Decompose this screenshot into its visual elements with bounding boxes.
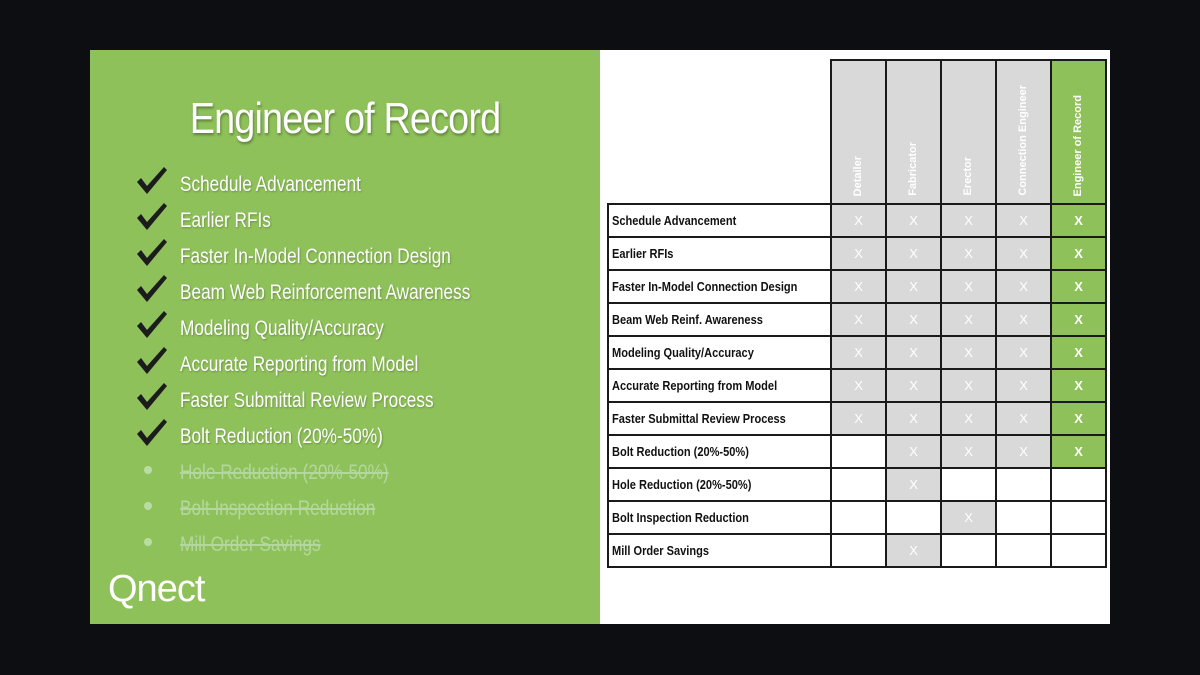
matrix-cell-empty <box>831 501 886 534</box>
row-label <box>608 204 831 237</box>
checklist-item <box>135 273 575 309</box>
matrix-cell-marked <box>996 270 1051 303</box>
x-mark: X <box>1074 378 1083 393</box>
x-mark: X <box>854 279 863 294</box>
matrix-cell-marked <box>1051 270 1106 303</box>
matrix-cell-marked <box>1051 237 1106 270</box>
matrix-header-row <box>608 60 1106 204</box>
x-mark: X <box>1019 246 1028 261</box>
checklist-item <box>135 309 575 345</box>
checklist-item <box>135 453 575 489</box>
x-mark: X <box>854 213 863 228</box>
checklist-item-label: Mill Order Savings <box>180 533 321 556</box>
row-label <box>608 435 831 468</box>
checklist-item <box>135 165 575 201</box>
x-mark: X <box>964 345 973 360</box>
matrix-cell-empty <box>996 501 1051 534</box>
row-label-text: Beam Web Reinf. Awareness <box>612 312 763 327</box>
checklist-item-label: Earlier RFIs <box>180 209 271 232</box>
column-header-label: Detailer <box>852 155 865 196</box>
checkmark-icon <box>135 201 169 233</box>
x-mark: X <box>964 279 973 294</box>
matrix-row <box>608 204 1106 237</box>
matrix-cell-marked <box>941 303 996 336</box>
x-mark: X <box>854 312 863 327</box>
x-mark: X <box>909 345 918 360</box>
matrix-cell-marked <box>831 270 886 303</box>
column-header-label: Connection Engineer <box>1017 85 1030 196</box>
matrix-cell-marked <box>1051 336 1106 369</box>
row-label-text: Hole Reduction (20%-50%) <box>612 477 752 492</box>
matrix-cell-marked <box>996 204 1051 237</box>
matrix-cell-marked <box>886 435 941 468</box>
row-label-text: Bolt Inspection Reduction <box>612 510 749 525</box>
row-label-text: Mill Order Savings <box>612 543 710 558</box>
matrix-cell-marked <box>941 402 996 435</box>
checklist-item-label: Schedule Advancement <box>180 173 361 196</box>
row-label <box>608 468 831 501</box>
x-mark: X <box>1019 279 1028 294</box>
matrix-row <box>608 369 1106 402</box>
checklist-item-label: Faster In-Model Connection Design <box>180 245 451 268</box>
column-header-engineer-of-record <box>1051 60 1106 204</box>
matrix-cell-marked <box>831 369 886 402</box>
matrix-cell-empty <box>1051 501 1106 534</box>
x-mark: X <box>854 378 863 393</box>
row-label-text: Bolt Reduction (20%-50%) <box>612 444 749 459</box>
left-panel <box>90 50 600 624</box>
bullet-icon <box>144 502 152 510</box>
column-header-label: Fabricator <box>907 142 920 196</box>
row-label-text: Faster Submittal Review Process <box>612 411 786 426</box>
x-mark: X <box>909 213 918 228</box>
checklist-item <box>135 237 575 273</box>
matrix-row <box>608 303 1106 336</box>
benefit-matrix <box>607 59 1107 568</box>
x-mark: X <box>909 411 918 426</box>
matrix-cell-marked <box>996 237 1051 270</box>
matrix-cell-marked <box>886 369 941 402</box>
checklist-item-label: Hole Reduction (20%-50%) <box>180 461 389 484</box>
x-mark: X <box>909 246 918 261</box>
matrix-cell-marked <box>831 336 886 369</box>
checklist-item <box>135 381 575 417</box>
matrix-cell-empty <box>886 501 941 534</box>
x-mark: X <box>964 378 973 393</box>
matrix-cell-marked <box>886 204 941 237</box>
matrix-cell-marked <box>886 402 941 435</box>
qnect-logo: Qnect <box>108 568 205 610</box>
matrix-cell-marked <box>941 336 996 369</box>
matrix-row <box>608 270 1106 303</box>
x-mark: X <box>1074 279 1083 294</box>
x-mark: X <box>1019 213 1028 228</box>
matrix-cell-empty <box>831 468 886 501</box>
x-mark: X <box>909 312 918 327</box>
x-mark: X <box>964 411 973 426</box>
matrix-cell-empty <box>941 468 996 501</box>
x-mark: X <box>964 312 973 327</box>
matrix-cell-marked <box>996 303 1051 336</box>
checklist-item-label: Modeling Quality/Accuracy <box>180 317 384 340</box>
checklist-item-label: Bolt Reduction (20%-50%) <box>180 425 383 448</box>
matrix-cell-marked <box>1051 204 1106 237</box>
column-header-label: Engineer of Record <box>1072 94 1085 196</box>
x-mark: X <box>1019 312 1028 327</box>
bullet-icon <box>144 466 152 474</box>
row-label-text: Earlier RFIs <box>612 246 674 261</box>
matrix-row <box>608 501 1106 534</box>
matrix-row <box>608 435 1106 468</box>
matrix-cell-empty <box>996 468 1051 501</box>
checklist-item-label: Faster Submittal Review Process <box>180 389 434 412</box>
matrix-cell-empty <box>996 534 1051 567</box>
matrix-row <box>608 534 1106 567</box>
row-label-text: Accurate Reporting from Model <box>612 378 778 393</box>
x-mark: X <box>1019 345 1028 360</box>
matrix-cell-marked <box>1051 435 1106 468</box>
matrix-cell-empty <box>1051 534 1106 567</box>
matrix-cell-marked <box>941 270 996 303</box>
matrix-cell-marked <box>941 204 996 237</box>
matrix-cell-marked <box>941 237 996 270</box>
x-mark: X <box>909 444 918 459</box>
row-label-text: Schedule Advancement <box>612 213 737 228</box>
checklist-item-label: Accurate Reporting from Model <box>180 353 419 376</box>
matrix-cell-marked <box>886 237 941 270</box>
x-mark: X <box>1074 444 1083 459</box>
matrix-row <box>608 237 1106 270</box>
checklist-item <box>135 345 575 381</box>
x-mark: X <box>1074 312 1083 327</box>
matrix-cell-marked <box>996 336 1051 369</box>
benefit-checklist <box>135 165 575 561</box>
column-header-fabricator <box>886 60 941 204</box>
row-label <box>608 369 831 402</box>
x-mark: X <box>909 279 918 294</box>
checkmark-icon <box>135 417 169 449</box>
x-mark: X <box>854 345 863 360</box>
matrix-cell-marked <box>831 402 886 435</box>
x-mark: X <box>854 411 863 426</box>
checkmark-icon <box>135 273 169 305</box>
matrix-corner <box>608 60 831 204</box>
matrix-row <box>608 402 1106 435</box>
matrix-cell-marked <box>1051 402 1106 435</box>
matrix-cell-empty <box>831 534 886 567</box>
checklist-item <box>135 525 575 561</box>
checkmark-icon <box>135 237 169 269</box>
x-mark: X <box>909 378 918 393</box>
row-label-text: Modeling Quality/Accuracy <box>612 345 754 360</box>
x-mark: X <box>1074 345 1083 360</box>
x-mark: X <box>1074 411 1083 426</box>
x-mark: X <box>1074 246 1083 261</box>
matrix-row <box>608 468 1106 501</box>
matrix-cell-marked <box>886 468 941 501</box>
column-header-erector <box>941 60 996 204</box>
x-mark: X <box>964 444 973 459</box>
checklist-item <box>135 201 575 237</box>
row-label <box>608 270 831 303</box>
x-mark: X <box>1074 213 1083 228</box>
row-label-text: Faster In-Model Connection Design <box>612 279 798 294</box>
x-mark: X <box>909 543 918 558</box>
row-label <box>608 303 831 336</box>
checkmark-icon <box>135 309 169 341</box>
x-mark: X <box>964 510 973 525</box>
row-label <box>608 237 831 270</box>
matrix-cell-marked <box>941 435 996 468</box>
matrix-cell-marked <box>1051 369 1106 402</box>
matrix-body <box>608 204 1106 567</box>
row-label <box>608 336 831 369</box>
matrix-cell-marked <box>941 369 996 402</box>
matrix-cell-marked <box>996 369 1051 402</box>
x-mark: X <box>964 246 973 261</box>
checkmark-icon <box>135 345 169 377</box>
matrix-row <box>608 336 1106 369</box>
matrix-cell-marked <box>996 402 1051 435</box>
matrix-cell-marked <box>831 204 886 237</box>
matrix-cell-marked <box>996 435 1051 468</box>
x-mark: X <box>1019 444 1028 459</box>
checklist-item-label: Beam Web Reinforcement Awareness <box>180 281 471 304</box>
matrix-cell-empty <box>831 435 886 468</box>
x-mark: X <box>1019 378 1028 393</box>
matrix-cell-marked <box>886 270 941 303</box>
matrix-cell-marked <box>831 237 886 270</box>
bullet-icon <box>144 538 152 546</box>
checkmark-icon <box>135 381 169 413</box>
checklist-item <box>135 417 575 453</box>
matrix-cell-marked <box>831 303 886 336</box>
x-mark: X <box>1019 411 1028 426</box>
matrix-cell-marked <box>941 501 996 534</box>
checklist-item-label: Bolt Inspection Reduction <box>180 497 376 520</box>
column-header-connection-engineer <box>996 60 1051 204</box>
column-header-label: Erector <box>962 157 975 196</box>
matrix-cell-marked <box>886 303 941 336</box>
row-label <box>608 402 831 435</box>
column-header-detailer <box>831 60 886 204</box>
matrix-cell-empty <box>941 534 996 567</box>
matrix-cell-marked <box>886 534 941 567</box>
x-mark: X <box>909 477 918 492</box>
slide-title: Engineer of Record <box>189 94 501 143</box>
checklist-item <box>135 489 575 525</box>
checkmark-icon <box>135 165 169 197</box>
matrix-cell-marked <box>1051 303 1106 336</box>
slide <box>90 50 1110 624</box>
x-mark: X <box>854 246 863 261</box>
row-label <box>608 534 831 567</box>
matrix-cell-empty <box>1051 468 1106 501</box>
x-mark: X <box>964 213 973 228</box>
row-label <box>608 501 831 534</box>
matrix-cell-marked <box>886 336 941 369</box>
